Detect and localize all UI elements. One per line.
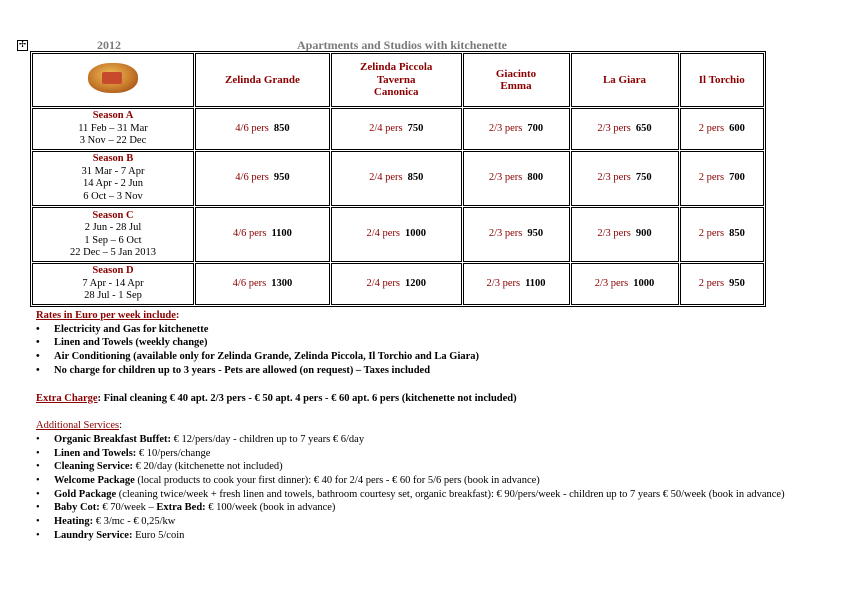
list-item: • Baby Cot: € 70/week – Extra Bed: € 100/week (book in advance): [36, 501, 811, 515]
list-item: • Laundry Service: Euro 5/coin: [36, 529, 811, 543]
includes-list: [36, 323, 811, 378]
price-cell: 2/3 pers 1000: [571, 263, 679, 305]
logo-cell: [32, 53, 194, 107]
list-item: • Air Conditioning (available only for Zelinda Grande, Zelinda Piccola, Il Torchio and La Giara): [36, 350, 811, 364]
list-item: • Cleaning Service: € 20/day (kitchenette not included): [36, 460, 811, 474]
list-item: • Linen and Towels (weekly change): [36, 336, 811, 350]
agriturismo-logo-icon: [88, 63, 138, 93]
price-cell: 2/4 pers 1000: [331, 207, 462, 262]
price-cell: 2/4 pers 750: [331, 108, 462, 150]
season-cell: Season D 7 Apr - 14 Apr 28 Jul - 1 Sep: [32, 263, 194, 305]
column-header: Zelinda Piccola Taverna Canonica: [331, 53, 462, 107]
list-item: • Heating: € 3/mc - € 0,25/kw: [36, 515, 811, 529]
table-row: [32, 151, 764, 206]
price-cell: 2/3 pers 1100: [463, 263, 570, 305]
price-cell: 2/3 pers 700: [463, 108, 570, 150]
column-header: Giacinto Emma: [463, 53, 570, 107]
services-section: Additional Services: • Organic Breakfast Buffet: € 12/pers/day - children up to 7 years € 6/day • Linen and Towels: € 10/pers/change • Cleaning Service: € 20/day (kitchenette not included) • Welcome Package (local products to cook your first dinner): € 40 for 2/4 pers - € 60 for 5/6 pers (book in advance) • Gold Package (cleaning twice/week + fresh linen and towels, bathroom courtesy set, organic breakfast): € 90/pers/week - children up to 7 years € 50/week (book in advance) • Baby Cot: € 70/week – Extra Bed: € 100/week (book in advance) • Heating: € 3/mc - € 0,25/kw • Laundry Service: Euro 5/coin: [36, 419, 811, 542]
document-title: Apartments and Studios with kitchenette: [297, 38, 508, 52]
price-cell: 4/6 pers 950: [195, 151, 330, 206]
price-cell: 2/3 pers 950: [463, 207, 570, 262]
table-row: [32, 207, 764, 262]
column-header: La Giara: [571, 53, 679, 107]
season-cell: Season C 2 Jun - 28 Jul 1 Sep – 6 Oct 22 Dec – 5 Jan 2013: [32, 207, 194, 262]
extra-charge-text: : Final cleaning € 40 apt. 2/3 pers - € 50 apt. 4 pers - € 60 apt. 6 pers (kitchenette not included): [97, 392, 517, 404]
list-item: • No charge for children up to 3 years - Pets are allowed (on request) – Taxes included: [36, 364, 811, 378]
services-list: [36, 433, 811, 543]
includes-section: Rates in Euro per week include: • Electricity and Gas for kitchenette • Linen and Towels (weekly change) • Air Conditioning (available only for Zelinda Grande, Zelinda Piccola, Il Torchio and La Giara) • No charge for children up to 3 years - Pets are allowed (on request) – Taxes included: [36, 309, 811, 378]
list-item: • Electricity and Gas for kitchenette: [36, 323, 811, 337]
price-cell: 2/3 pers 750: [571, 151, 679, 206]
price-cell: 2 pers 850: [680, 207, 764, 262]
price-cell: 2/3 pers 650: [571, 108, 679, 150]
list-item: • Linen and Towels: € 10/pers/change: [36, 447, 811, 461]
season-cell: Season A 11 Feb – 31 Mar 3 Nov – 22 Dec: [32, 108, 194, 150]
price-cell: 2 pers 600: [680, 108, 764, 150]
price-cell: 2 pers 950: [680, 263, 764, 305]
table-move-handle-icon[interactable]: ✢: [18, 40, 27, 50]
includes-heading: Rates in Euro per week include: [36, 310, 176, 321]
list-item: • Gold Package (cleaning twice/week + fresh linen and towels, bathroom courtesy set, organic breakfast): € 90/pers/week - children up to 7 years € 50/week (book in advance): [36, 488, 811, 502]
list-item: • Organic Breakfast Buffet: € 12/pers/day - children up to 7 years € 6/day: [36, 433, 811, 447]
price-cell: 2 pers 700: [680, 151, 764, 206]
table-header-row: [32, 53, 764, 107]
price-cell: 4/6 pers 850: [195, 108, 330, 150]
price-cell: 4/6 pers 1100: [195, 207, 330, 262]
document-body: [36, 309, 811, 543]
season-cell: Season B 31 Mar - 7 Apr 14 Apr - 2 Jun 6 Oct – 3 Nov: [32, 151, 194, 206]
column-header: Il Torchio: [680, 53, 764, 107]
price-cell: 2/3 pers 800: [463, 151, 570, 206]
services-heading: Additional Services: [36, 420, 120, 432]
price-cell: 4/6 pers 1300: [195, 263, 330, 305]
year-label: 2012: [97, 38, 121, 52]
extra-charge-line: [36, 392, 811, 406]
extra-charge-heading: Extra Charge: [36, 392, 98, 404]
price-cell: 2/3 pers 900: [571, 207, 679, 262]
table-row: [32, 108, 764, 150]
column-header: Zelinda Grande: [195, 53, 330, 107]
price-cell: 2/4 pers 1200: [331, 263, 462, 305]
list-item: • Welcome Package (local products to cook your first dinner): € 40 for 2/4 pers - € 60 for 5/6 pers (book in advance): [36, 474, 811, 488]
price-cell: 2/4 pers 850: [331, 151, 462, 206]
table-row: [32, 263, 764, 305]
rates-table: [30, 51, 766, 307]
